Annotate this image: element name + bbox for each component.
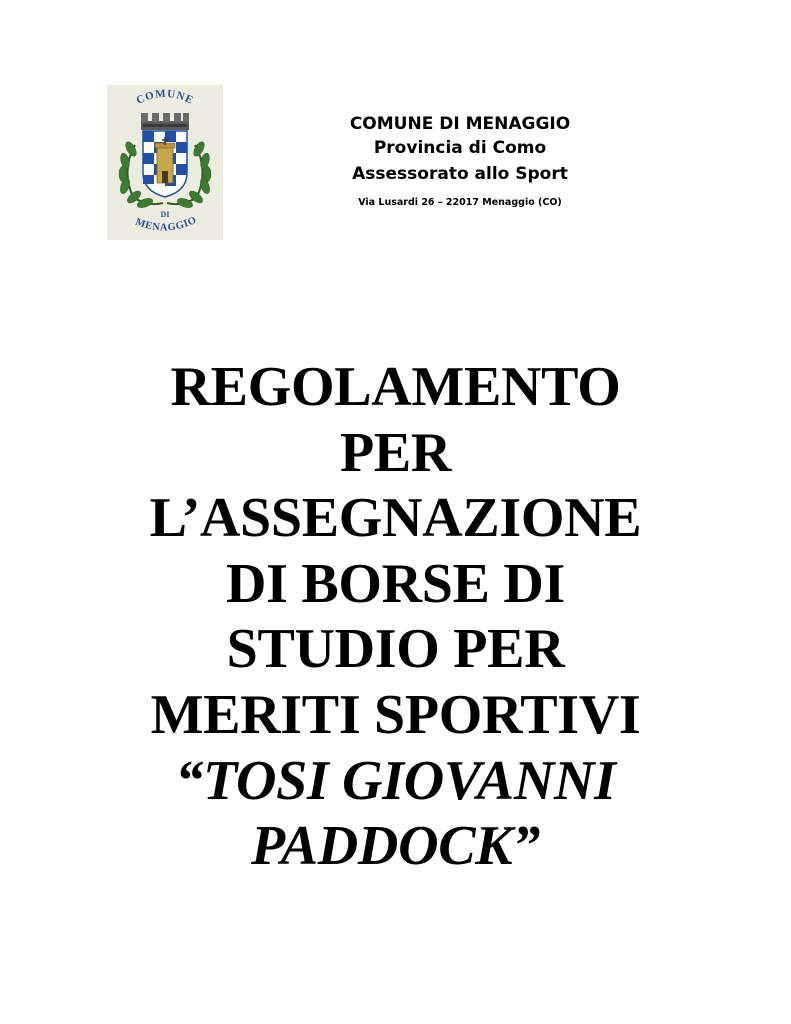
title-line: STUDIO PER — [226, 618, 565, 681]
title-line-italic: “TOSI GIOVANNI — [175, 749, 616, 812]
municipal-emblem — [107, 85, 223, 240]
department-name: Assessorato allo Sport — [352, 164, 568, 184]
title-line: DI BORSE DI — [225, 552, 566, 615]
crown-icon — [141, 113, 189, 130]
svg-text:COMUNE — [134, 88, 195, 107]
letterhead — [300, 112, 620, 208]
title-line: MERITI SPORTIVI — [150, 683, 641, 746]
emblem-top-text: COMUNE — [134, 87, 196, 107]
title-line: PER — [339, 421, 452, 484]
title-line: L’ASSEGNAZIONE — [149, 487, 642, 550]
province-name: Provincia di Como — [373, 138, 547, 158]
emblem-mid-text: DI — [160, 210, 170, 219]
emblem-bottom-text: MENAGGIO — [133, 214, 199, 234]
shield-icon — [143, 131, 187, 197]
address: Via Lusardi 26 – 22017 Menaggio (CO) — [358, 197, 562, 208]
title-line: REGOLAMENTO — [170, 356, 621, 418]
document-title — [20, 355, 771, 880]
municipality-name: COMUNE DI MENAGGIO — [349, 114, 571, 134]
title-line-italic: PADDOCK” — [250, 815, 541, 878]
coat-of-arms-icon — [107, 85, 223, 240]
